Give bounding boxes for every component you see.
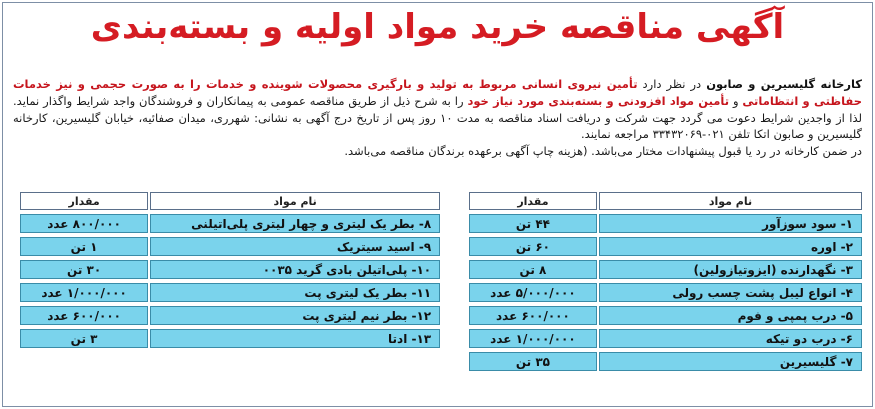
item-name: ۹- اسید سیتریک [150,237,440,256]
description-part-1: در نظر دارد [637,77,707,91]
item-qty: ۴۴ تن [469,214,597,233]
item-qty: ۶۰۰/۰۰۰ عدد [469,306,597,325]
header-name-left: نام مواد [150,192,440,210]
item-qty: ۳ تن [20,329,148,348]
empty-cell [150,352,440,371]
header-qty-right: مقدار [469,192,597,210]
item-name: ۵- درب پمپی و فوم [599,306,862,325]
item-name: ۱۲- بطر نیم لیتری پت [150,306,440,325]
table-row [20,237,862,256]
item-qty: ۸۰۰/۰۰۰ عدد [20,214,148,233]
header-qty-left: مقدار [20,192,148,210]
description-part-3: را به شرح ذیل از طریق مناقصه عمومی به پیمانکاران و فروشندگان واجد شرایط واگذار نماید. لذا از واجدین شرایط دعوت می گردد جهت شرکت و دریافت اسناد مناقصه به مدت ۱۰ روز پس از تاریخ درج آگهی به نشانی: شهرری، میدان صفائیه، خیابان گلیسیرین، کارخانه گلیسیرین و صابون اتکا تلفن ۰۲۱-۳۳۴۳۲۰۶۹ مراجعه نمایند. [13,93,862,142]
item-name: ۳- نگهدارنده (ایزوتیازولین) [599,260,862,279]
highlight-manpower-services: تأمین نیروی انسانی مربوط به تولید و بارگیری محصولات شوینده و خدمات را به صورت حجمی و نیز خدمات حفاظتی و انتظاماتی [13,77,862,108]
item-qty: ۸ تن [469,260,597,279]
table-row [20,352,862,371]
table-row [20,283,862,302]
item-name: ۱- سود سوزآور [599,214,862,233]
item-qty: ۱/۰۰۰/۰۰۰ عدد [20,283,148,302]
description-note: در ضمن کارخانه در رد یا قبول پیشنهادات مختار می‌باشد. (هزینه چاپ آگهی برعهده برندگان مناقصه می‌باشد. [344,144,862,159]
materials-table [18,188,864,375]
item-qty: ۳۵ تن [469,352,597,371]
header-name-right: نام مواد [599,192,862,210]
item-name: ۴- انواع لیبل پشت چسب رولی [599,283,862,302]
table-row [20,214,862,233]
company-name: کارخانه گلیسیرین و صابون [706,77,862,91]
item-name: ۱۳- ادتا [150,329,440,348]
item-qty: ۳۰ تن [20,260,148,279]
empty-cell [20,352,148,371]
item-qty: ۶۰ تن [469,237,597,256]
table-row [20,329,862,348]
item-qty: ۱ تن [20,237,148,256]
tender-description [13,76,862,160]
item-name: ۱۱- بطر یک لیتری پت [150,283,440,302]
item-qty: ۱/۰۰۰/۰۰۰ عدد [469,329,597,348]
description-part-2: و [729,93,743,108]
ad-title: آگهی مناقصه خرید مواد اولیه و بسته‌بندی [90,7,785,47]
item-name: ۶- درب دو تیکه [599,329,862,348]
item-name: ۲- اوره [599,237,862,256]
table-row [20,260,862,279]
table-row [20,306,862,325]
item-name: ۱۰- پلی‌اتیلن بادی گرید ۰۰۳۵ [150,260,440,279]
item-name: ۸- بطر یک لیتری و چهار لیتری پلی‌اتیلنی [150,214,440,233]
highlight-materials-packaging: تأمین مواد افزودنی و بسته‌بندی مورد نیاز خود [467,93,730,108]
table-header-row [20,192,862,210]
item-qty: ۵/۰۰۰/۰۰۰ عدد [469,283,597,302]
advertisement-frame [2,2,873,407]
item-name: ۷- گلیسیرین [599,352,862,371]
item-qty: ۶۰۰/۰۰۰ عدد [20,306,148,325]
